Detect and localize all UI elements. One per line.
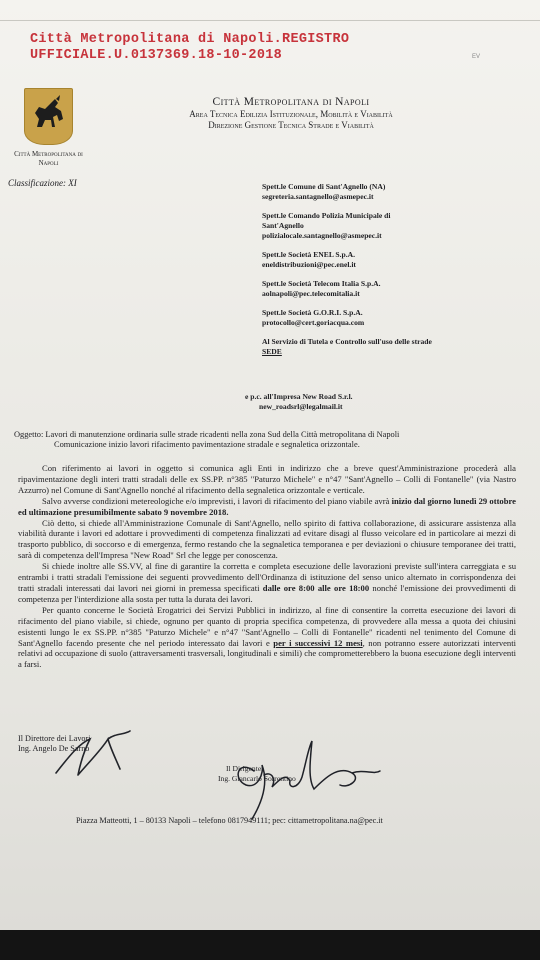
recipient-list bbox=[262, 182, 512, 366]
body-text-span: nonché l'emissione dei provvedimenti di competenza per l'interdizione alla sosta per tutta la durata dei lavori. bbox=[18, 582, 517, 604]
recipient bbox=[262, 211, 417, 241]
protocol-stamp-line-2: UFFICIALE.U.0137369.18-10-2018 bbox=[30, 48, 283, 63]
director-name: Ing. Angelo De Sarno bbox=[18, 744, 90, 753]
recipient-email: segreteria.santagnello@asmepec.it bbox=[262, 192, 374, 201]
body-paragraph: Con riferimento ai lavori in oggetto si comunica agli Enti in indirizzo che a breve quest'Amministrazione procederà alla ripavimentazione degli interi tratti stradali delle ex SS.PP. n°385 "Paturzo Michele" e n°47 "Sant'Agnello – Colli di Fontanelle" (via Nastro Azzurro) nel Comune di Sant'Agnello nonché al rifacimento della segnaletica orizzontale e verticale. bbox=[18, 463, 516, 495]
horse-icon bbox=[25, 89, 72, 144]
body-paragraph bbox=[18, 605, 516, 670]
body-hours-bold: dalle ore 8:00 alle ore 18:00 bbox=[262, 582, 370, 593]
recipient-name: Spett.le Società G.O.R.I. S.p.A. bbox=[262, 308, 363, 317]
subject-line-1: Oggetto: Lavori di manutenzione ordinaria sulle strade ricadenti nella zona Sud della Città metropolitana di Napoli bbox=[14, 430, 400, 439]
letterhead-area: Area Tecnica Edilizia Istituzionale, Mobilità e Viabilità bbox=[189, 109, 393, 119]
protocol-stamp-line-1: Città Metropolitana di Napoli.REGISTRO bbox=[30, 32, 350, 47]
body-text-span: Per quanto concerne le Società Erogatrici dei Servizi Pubblici in indirizzo, al fine di consentire la corretta esecuzione dei lavori di rifacimento del piano viabile, si chiede, ognuno per quanto di propria specifica competenza, di provvedere alla messa a quota dei chiusini esistenti lungo le ex SS.PP. n°385 "Paturzo Michele" e n°47 "Sant'Agnello – Colli di Fontanelle" ricadenti nel tenimento del Comune di Sant'Agnello facendo presente che nel periodo interessato dai lavori e bbox=[18, 604, 516, 648]
recipient-name: Spett.le Comune di Sant'Agnello (NA) bbox=[262, 182, 386, 191]
dirigente-signature-block bbox=[218, 764, 296, 784]
dirigente-role: Il Dirigente bbox=[226, 764, 262, 773]
body-text-span: Salvo avverse condizioni metereologiche e/o imprevisti, i lavori di rifacimento del piano viabile avrà bbox=[42, 495, 392, 506]
recipient bbox=[262, 279, 512, 299]
recipient-name: Spett.le Società Telecom Italia S.p.A. bbox=[262, 279, 381, 288]
subject-line-2: Comunicazione inizio lavori rifacimento pavimentazione stradale e segnaletica orizzontale. bbox=[54, 440, 360, 449]
recipient-email: polizialocale.santagnello@asmepec.it bbox=[262, 231, 382, 240]
cc-email: new_roadsrl@legalmail.it bbox=[259, 402, 343, 411]
footer-address: Piazza Matteotti, 1 – 80133 Napoli – telefono 0817949111; pec: cittametropolitana.na@pec.it bbox=[76, 816, 383, 825]
recipient bbox=[262, 182, 512, 202]
classification: Classificazione: XI bbox=[8, 178, 77, 188]
letterhead-direzione: Direzione Gestione Tecnica Strade e Viabilità bbox=[208, 120, 374, 130]
recipient bbox=[262, 308, 512, 328]
body-text-span: , non potranno essere autorizzati interventi relativi ad occupazione di suolo (attraversamenti trasversali, longitudinali e simili) che comprometterebbero la buona esecuzione degli interventi a farsi. bbox=[18, 637, 516, 670]
recipient-email: eneldistribuzioni@pec.enel.it bbox=[262, 260, 356, 269]
recipient-email: aolnapoli@pec.telecomitalia.it bbox=[262, 289, 360, 298]
director-role: Il Direttore dei Lavori bbox=[18, 734, 91, 743]
logo-caption: Città Metropolitana di Napoli bbox=[14, 150, 83, 167]
recipient-email: protocollo@cert.goriacqua.com bbox=[262, 318, 365, 327]
recipient-name: Spett.le Comando Polizia Municipale di Sant'Agnello bbox=[262, 211, 391, 230]
body-text-span: Si chiede inoltre alle SS.VV, al fine di garantire la corretta e completa esecuzione delle lavorazioni previste sull'intera carreggiata e su entrambi i tratti stradali l'emissione dei seguenti provvedimento dell'Ordinanza di istituzione del senso unico alternato in corrispondenza dei tratti stradali interessati dai lavori nei giorni in premessa specificati bbox=[18, 561, 516, 593]
recipient-name: Spett.le Società ENEL S.p.A. bbox=[262, 250, 356, 259]
recipient bbox=[262, 250, 512, 270]
body-paragraph bbox=[18, 496, 516, 518]
dirigente-name: Ing. Giancarlo Sorrentino bbox=[218, 774, 296, 783]
recipient-name: Al Servizio di Tutela e Controllo sull'uso delle strade bbox=[262, 337, 432, 346]
cc-recipient bbox=[245, 392, 505, 412]
letterhead bbox=[146, 96, 436, 131]
subject-block bbox=[14, 430, 519, 450]
body-paragraph: Ciò detto, si chiede all'Amministrazione Comunale di Sant'Agnello, nello spirito di fattiva collaborazione, di assicurare assistenza alla viabilità durante i lavori ed adottare i provvedimenti di competenza finalizzati ad evitare disagi al flusso veicolare ed in particolare ai mezzi di trasporto pubblico, di soccorso e di emergenza, fermo restando che la segnaletica temporanea e per deviazioni o chiusure temporanee dei tratti, sarà di competenza dell'Impresa "New Road" Srl che legge per conoscenza. bbox=[18, 517, 516, 561]
top-rule bbox=[0, 20, 540, 21]
body-period-bold: per i successivi 12 mesi bbox=[273, 637, 363, 648]
director-signature-block bbox=[18, 734, 91, 754]
body-dates-bold: inizio dal giorno lunedì 29 ottobre ed ultimazione presumibilmente sabato 9 novembre 2018. bbox=[18, 495, 516, 517]
body-paragraph bbox=[18, 561, 516, 605]
letterhead-title: Città Metropolitana di Napoli bbox=[212, 96, 370, 108]
stamp-mark: EV bbox=[472, 54, 481, 60]
city-crest-logo bbox=[24, 88, 73, 145]
recipient-sede: SEDE bbox=[262, 347, 282, 356]
cc-name: e p.c. all'Impresa New Road S.r.l. bbox=[245, 392, 353, 401]
background-edge bbox=[0, 930, 540, 960]
recipient bbox=[262, 337, 512, 357]
letter-body bbox=[18, 463, 516, 670]
